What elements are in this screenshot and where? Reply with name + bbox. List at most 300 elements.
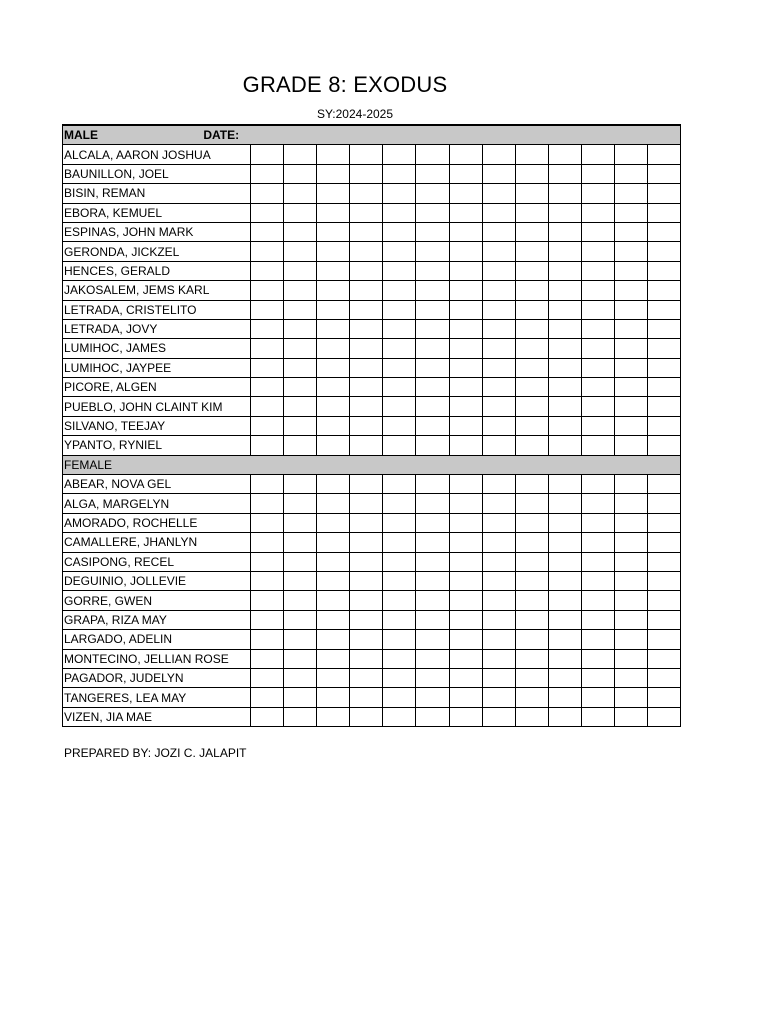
attendance-cell[interactable]	[350, 242, 383, 261]
attendance-cell[interactable]	[383, 145, 416, 164]
attendance-cell[interactable]	[648, 610, 681, 629]
attendance-cell[interactable]	[350, 358, 383, 377]
attendance-cell[interactable]	[416, 475, 449, 494]
attendance-cell[interactable]	[317, 184, 350, 203]
attendance-cell[interactable]	[548, 184, 581, 203]
attendance-cell[interactable]	[581, 630, 614, 649]
attendance-cell[interactable]	[548, 319, 581, 338]
attendance-cell[interactable]	[317, 688, 350, 707]
attendance-cell[interactable]	[482, 203, 515, 222]
attendance-cell[interactable]	[416, 261, 449, 280]
attendance-cell[interactable]	[615, 339, 648, 358]
attendance-cell[interactable]	[548, 571, 581, 590]
attendance-cell[interactable]	[317, 533, 350, 552]
attendance-cell[interactable]	[284, 436, 317, 455]
attendance-cell[interactable]	[615, 649, 648, 668]
attendance-cell[interactable]	[515, 397, 548, 416]
attendance-cell[interactable]	[449, 203, 482, 222]
attendance-cell[interactable]	[251, 145, 284, 164]
attendance-cell[interactable]	[648, 339, 681, 358]
attendance-cell[interactable]	[383, 475, 416, 494]
attendance-cell[interactable]	[284, 281, 317, 300]
attendance-cell[interactable]	[350, 668, 383, 687]
attendance-cell[interactable]	[581, 668, 614, 687]
attendance-cell[interactable]	[581, 571, 614, 590]
attendance-cell[interactable]	[251, 416, 284, 435]
attendance-cell[interactable]	[350, 339, 383, 358]
attendance-cell[interactable]	[383, 668, 416, 687]
attendance-cell[interactable]	[350, 261, 383, 280]
attendance-cell[interactable]	[581, 494, 614, 513]
attendance-cell[interactable]	[251, 513, 284, 532]
attendance-cell[interactable]	[284, 668, 317, 687]
attendance-cell[interactable]	[383, 261, 416, 280]
attendance-cell[interactable]	[615, 475, 648, 494]
attendance-cell[interactable]	[615, 164, 648, 183]
attendance-cell[interactable]	[317, 203, 350, 222]
attendance-cell[interactable]	[317, 416, 350, 435]
attendance-cell[interactable]	[317, 300, 350, 319]
attendance-cell[interactable]	[317, 261, 350, 280]
attendance-cell[interactable]	[648, 319, 681, 338]
attendance-cell[interactable]	[284, 164, 317, 183]
attendance-cell[interactable]	[251, 222, 284, 241]
attendance-cell[interactable]	[581, 649, 614, 668]
attendance-cell[interactable]	[416, 610, 449, 629]
attendance-cell[interactable]	[317, 475, 350, 494]
attendance-cell[interactable]	[581, 281, 614, 300]
attendance-cell[interactable]	[581, 339, 614, 358]
attendance-cell[interactable]	[615, 281, 648, 300]
attendance-cell[interactable]	[482, 242, 515, 261]
attendance-cell[interactable]	[581, 533, 614, 552]
attendance-cell[interactable]	[350, 416, 383, 435]
attendance-cell[interactable]	[284, 649, 317, 668]
attendance-cell[interactable]	[449, 475, 482, 494]
attendance-cell[interactable]	[251, 242, 284, 261]
attendance-cell[interactable]	[581, 378, 614, 397]
attendance-cell[interactable]	[482, 184, 515, 203]
attendance-cell[interactable]	[615, 184, 648, 203]
attendance-cell[interactable]	[648, 533, 681, 552]
attendance-cell[interactable]	[317, 397, 350, 416]
attendance-cell[interactable]	[284, 533, 317, 552]
attendance-cell[interactable]	[416, 436, 449, 455]
attendance-cell[interactable]	[515, 242, 548, 261]
attendance-cell[interactable]	[581, 222, 614, 241]
attendance-cell[interactable]	[251, 300, 284, 319]
attendance-cell[interactable]	[482, 300, 515, 319]
attendance-cell[interactable]	[350, 378, 383, 397]
attendance-cell[interactable]	[482, 475, 515, 494]
attendance-cell[interactable]	[548, 397, 581, 416]
attendance-cell[interactable]	[350, 630, 383, 649]
attendance-cell[interactable]	[449, 242, 482, 261]
attendance-cell[interactable]	[548, 339, 581, 358]
attendance-cell[interactable]	[482, 610, 515, 629]
attendance-cell[interactable]	[383, 688, 416, 707]
attendance-cell[interactable]	[350, 300, 383, 319]
attendance-cell[interactable]	[615, 533, 648, 552]
attendance-cell[interactable]	[515, 436, 548, 455]
attendance-cell[interactable]	[615, 571, 648, 590]
attendance-cell[interactable]	[615, 300, 648, 319]
attendance-cell[interactable]	[449, 145, 482, 164]
attendance-cell[interactable]	[449, 416, 482, 435]
attendance-cell[interactable]	[548, 552, 581, 571]
attendance-cell[interactable]	[284, 261, 317, 280]
attendance-cell[interactable]	[449, 571, 482, 590]
attendance-cell[interactable]	[416, 203, 449, 222]
attendance-cell[interactable]	[615, 319, 648, 338]
attendance-cell[interactable]	[581, 436, 614, 455]
attendance-cell[interactable]	[615, 145, 648, 164]
attendance-cell[interactable]	[615, 222, 648, 241]
attendance-cell[interactable]	[251, 261, 284, 280]
attendance-cell[interactable]	[251, 184, 284, 203]
attendance-cell[interactable]	[581, 610, 614, 629]
attendance-cell[interactable]	[317, 649, 350, 668]
attendance-cell[interactable]	[350, 203, 383, 222]
attendance-cell[interactable]	[284, 397, 317, 416]
attendance-cell[interactable]	[581, 591, 614, 610]
attendance-cell[interactable]	[350, 494, 383, 513]
attendance-cell[interactable]	[648, 397, 681, 416]
attendance-cell[interactable]	[416, 552, 449, 571]
attendance-cell[interactable]	[449, 184, 482, 203]
attendance-cell[interactable]	[515, 707, 548, 726]
attendance-cell[interactable]	[350, 436, 383, 455]
attendance-cell[interactable]	[350, 513, 383, 532]
attendance-cell[interactable]	[548, 475, 581, 494]
attendance-cell[interactable]	[317, 242, 350, 261]
attendance-cell[interactable]	[251, 378, 284, 397]
attendance-cell[interactable]	[350, 397, 383, 416]
attendance-cell[interactable]	[383, 416, 416, 435]
attendance-cell[interactable]	[482, 571, 515, 590]
attendance-cell[interactable]	[284, 358, 317, 377]
attendance-cell[interactable]	[515, 552, 548, 571]
attendance-cell[interactable]	[581, 184, 614, 203]
attendance-cell[interactable]	[416, 668, 449, 687]
attendance-cell[interactable]	[317, 707, 350, 726]
attendance-cell[interactable]	[548, 707, 581, 726]
attendance-cell[interactable]	[548, 261, 581, 280]
attendance-cell[interactable]	[383, 300, 416, 319]
attendance-cell[interactable]	[482, 688, 515, 707]
attendance-cell[interactable]	[416, 397, 449, 416]
attendance-cell[interactable]	[615, 416, 648, 435]
attendance-cell[interactable]	[515, 688, 548, 707]
attendance-cell[interactable]	[648, 707, 681, 726]
attendance-cell[interactable]	[515, 630, 548, 649]
attendance-cell[interactable]	[581, 513, 614, 532]
attendance-cell[interactable]	[615, 513, 648, 532]
attendance-cell[interactable]	[284, 184, 317, 203]
attendance-cell[interactable]	[317, 222, 350, 241]
attendance-cell[interactable]	[515, 591, 548, 610]
attendance-cell[interactable]	[251, 319, 284, 338]
attendance-cell[interactable]	[515, 203, 548, 222]
attendance-cell[interactable]	[317, 378, 350, 397]
attendance-cell[interactable]	[350, 571, 383, 590]
attendance-cell[interactable]	[482, 436, 515, 455]
attendance-cell[interactable]	[251, 668, 284, 687]
attendance-cell[interactable]	[482, 319, 515, 338]
attendance-cell[interactable]	[383, 610, 416, 629]
attendance-cell[interactable]	[648, 436, 681, 455]
attendance-cell[interactable]	[581, 242, 614, 261]
attendance-cell[interactable]	[284, 513, 317, 532]
attendance-cell[interactable]	[515, 184, 548, 203]
attendance-cell[interactable]	[548, 436, 581, 455]
attendance-cell[interactable]	[284, 571, 317, 590]
attendance-cell[interactable]	[482, 649, 515, 668]
attendance-cell[interactable]	[581, 145, 614, 164]
attendance-cell[interactable]	[350, 591, 383, 610]
attendance-cell[interactable]	[482, 494, 515, 513]
attendance-cell[interactable]	[548, 164, 581, 183]
attendance-cell[interactable]	[383, 184, 416, 203]
attendance-cell[interactable]	[449, 630, 482, 649]
attendance-cell[interactable]	[515, 494, 548, 513]
attendance-cell[interactable]	[317, 591, 350, 610]
attendance-cell[interactable]	[482, 281, 515, 300]
attendance-cell[interactable]	[548, 358, 581, 377]
attendance-cell[interactable]	[284, 242, 317, 261]
attendance-cell[interactable]	[317, 358, 350, 377]
attendance-cell[interactable]	[482, 261, 515, 280]
attendance-cell[interactable]	[350, 649, 383, 668]
attendance-cell[interactable]	[482, 591, 515, 610]
attendance-cell[interactable]	[383, 552, 416, 571]
attendance-cell[interactable]	[615, 436, 648, 455]
attendance-cell[interactable]	[284, 552, 317, 571]
attendance-cell[interactable]	[615, 494, 648, 513]
attendance-cell[interactable]	[317, 339, 350, 358]
attendance-cell[interactable]	[615, 610, 648, 629]
attendance-cell[interactable]	[482, 164, 515, 183]
attendance-cell[interactable]	[482, 378, 515, 397]
attendance-cell[interactable]	[615, 378, 648, 397]
attendance-cell[interactable]	[251, 610, 284, 629]
attendance-cell[interactable]	[449, 688, 482, 707]
attendance-cell[interactable]	[416, 707, 449, 726]
attendance-cell[interactable]	[284, 475, 317, 494]
attendance-cell[interactable]	[251, 358, 284, 377]
attendance-cell[interactable]	[515, 533, 548, 552]
attendance-cell[interactable]	[383, 319, 416, 338]
attendance-cell[interactable]	[581, 203, 614, 222]
attendance-cell[interactable]	[615, 630, 648, 649]
attendance-cell[interactable]	[515, 281, 548, 300]
attendance-cell[interactable]	[449, 707, 482, 726]
attendance-cell[interactable]	[482, 552, 515, 571]
attendance-cell[interactable]	[548, 145, 581, 164]
attendance-cell[interactable]	[515, 300, 548, 319]
attendance-cell[interactable]	[284, 416, 317, 435]
attendance-cell[interactable]	[416, 494, 449, 513]
attendance-cell[interactable]	[350, 184, 383, 203]
attendance-cell[interactable]	[548, 222, 581, 241]
attendance-cell[interactable]	[251, 164, 284, 183]
attendance-cell[interactable]	[449, 281, 482, 300]
attendance-cell[interactable]	[350, 552, 383, 571]
attendance-cell[interactable]	[383, 533, 416, 552]
attendance-cell[interactable]	[251, 339, 284, 358]
attendance-cell[interactable]	[449, 339, 482, 358]
attendance-cell[interactable]	[515, 571, 548, 590]
attendance-cell[interactable]	[383, 339, 416, 358]
attendance-cell[interactable]	[515, 649, 548, 668]
attendance-cell[interactable]	[548, 630, 581, 649]
attendance-cell[interactable]	[416, 688, 449, 707]
attendance-cell[interactable]	[482, 416, 515, 435]
attendance-cell[interactable]	[416, 164, 449, 183]
attendance-cell[interactable]	[416, 649, 449, 668]
attendance-cell[interactable]	[350, 164, 383, 183]
attendance-cell[interactable]	[317, 145, 350, 164]
attendance-cell[interactable]	[548, 494, 581, 513]
attendance-cell[interactable]	[581, 397, 614, 416]
attendance-cell[interactable]	[482, 668, 515, 687]
attendance-cell[interactable]	[548, 203, 581, 222]
attendance-cell[interactable]	[284, 630, 317, 649]
attendance-cell[interactable]	[284, 494, 317, 513]
attendance-cell[interactable]	[350, 707, 383, 726]
attendance-cell[interactable]	[383, 203, 416, 222]
attendance-cell[interactable]	[648, 475, 681, 494]
attendance-cell[interactable]	[251, 591, 284, 610]
attendance-cell[interactable]	[615, 688, 648, 707]
attendance-cell[interactable]	[515, 222, 548, 241]
attendance-cell[interactable]	[615, 552, 648, 571]
attendance-cell[interactable]	[515, 358, 548, 377]
attendance-cell[interactable]	[548, 242, 581, 261]
attendance-cell[interactable]	[515, 416, 548, 435]
attendance-cell[interactable]	[449, 591, 482, 610]
attendance-cell[interactable]	[251, 571, 284, 590]
attendance-cell[interactable]	[317, 630, 350, 649]
attendance-cell[interactable]	[284, 591, 317, 610]
attendance-cell[interactable]	[648, 300, 681, 319]
attendance-cell[interactable]	[416, 319, 449, 338]
attendance-cell[interactable]	[449, 494, 482, 513]
attendance-cell[interactable]	[383, 397, 416, 416]
attendance-cell[interactable]	[284, 378, 317, 397]
attendance-cell[interactable]	[449, 397, 482, 416]
attendance-cell[interactable]	[251, 707, 284, 726]
attendance-cell[interactable]	[548, 591, 581, 610]
attendance-cell[interactable]	[383, 513, 416, 532]
attendance-cell[interactable]	[416, 358, 449, 377]
attendance-cell[interactable]	[515, 610, 548, 629]
attendance-cell[interactable]	[383, 358, 416, 377]
attendance-cell[interactable]	[284, 203, 317, 222]
attendance-cell[interactable]	[648, 242, 681, 261]
attendance-cell[interactable]	[648, 552, 681, 571]
attendance-cell[interactable]	[416, 533, 449, 552]
attendance-cell[interactable]	[284, 610, 317, 629]
attendance-cell[interactable]	[416, 242, 449, 261]
attendance-cell[interactable]	[482, 145, 515, 164]
attendance-cell[interactable]	[449, 319, 482, 338]
attendance-cell[interactable]	[648, 378, 681, 397]
attendance-cell[interactable]	[548, 416, 581, 435]
attendance-cell[interactable]	[648, 630, 681, 649]
attendance-cell[interactable]	[284, 707, 317, 726]
attendance-cell[interactable]	[548, 610, 581, 629]
attendance-cell[interactable]	[615, 358, 648, 377]
attendance-cell[interactable]	[515, 378, 548, 397]
attendance-cell[interactable]	[648, 222, 681, 241]
attendance-cell[interactable]	[482, 339, 515, 358]
attendance-cell[interactable]	[350, 281, 383, 300]
attendance-cell[interactable]	[251, 688, 284, 707]
attendance-cell[interactable]	[350, 145, 383, 164]
attendance-cell[interactable]	[515, 145, 548, 164]
attendance-cell[interactable]	[284, 145, 317, 164]
attendance-cell[interactable]	[581, 358, 614, 377]
attendance-cell[interactable]	[581, 164, 614, 183]
attendance-cell[interactable]	[251, 649, 284, 668]
attendance-cell[interactable]	[350, 610, 383, 629]
attendance-cell[interactable]	[251, 475, 284, 494]
attendance-cell[interactable]	[615, 591, 648, 610]
attendance-cell[interactable]	[383, 630, 416, 649]
attendance-cell[interactable]	[615, 707, 648, 726]
attendance-cell[interactable]	[648, 591, 681, 610]
attendance-cell[interactable]	[449, 552, 482, 571]
attendance-cell[interactable]	[581, 707, 614, 726]
attendance-cell[interactable]	[350, 319, 383, 338]
attendance-cell[interactable]	[350, 533, 383, 552]
attendance-cell[interactable]	[383, 164, 416, 183]
attendance-cell[interactable]	[383, 571, 416, 590]
attendance-cell[interactable]	[515, 668, 548, 687]
attendance-cell[interactable]	[449, 261, 482, 280]
attendance-cell[interactable]	[383, 591, 416, 610]
attendance-cell[interactable]	[548, 513, 581, 532]
attendance-cell[interactable]	[515, 339, 548, 358]
attendance-cell[interactable]	[482, 533, 515, 552]
attendance-cell[interactable]	[648, 494, 681, 513]
attendance-cell[interactable]	[350, 222, 383, 241]
attendance-cell[interactable]	[482, 358, 515, 377]
attendance-cell[interactable]	[416, 300, 449, 319]
attendance-cell[interactable]	[648, 649, 681, 668]
attendance-cell[interactable]	[482, 513, 515, 532]
attendance-cell[interactable]	[416, 281, 449, 300]
attendance-cell[interactable]	[548, 649, 581, 668]
attendance-cell[interactable]	[648, 164, 681, 183]
attendance-cell[interactable]	[251, 630, 284, 649]
attendance-cell[interactable]	[251, 203, 284, 222]
attendance-cell[interactable]	[416, 378, 449, 397]
attendance-cell[interactable]	[416, 630, 449, 649]
attendance-cell[interactable]	[350, 688, 383, 707]
attendance-cell[interactable]	[648, 184, 681, 203]
attendance-cell[interactable]	[449, 358, 482, 377]
attendance-cell[interactable]	[615, 261, 648, 280]
attendance-cell[interactable]	[648, 571, 681, 590]
attendance-cell[interactable]	[648, 688, 681, 707]
attendance-cell[interactable]	[548, 533, 581, 552]
attendance-cell[interactable]	[251, 533, 284, 552]
attendance-cell[interactable]	[615, 242, 648, 261]
attendance-cell[interactable]	[648, 145, 681, 164]
attendance-cell[interactable]	[416, 339, 449, 358]
